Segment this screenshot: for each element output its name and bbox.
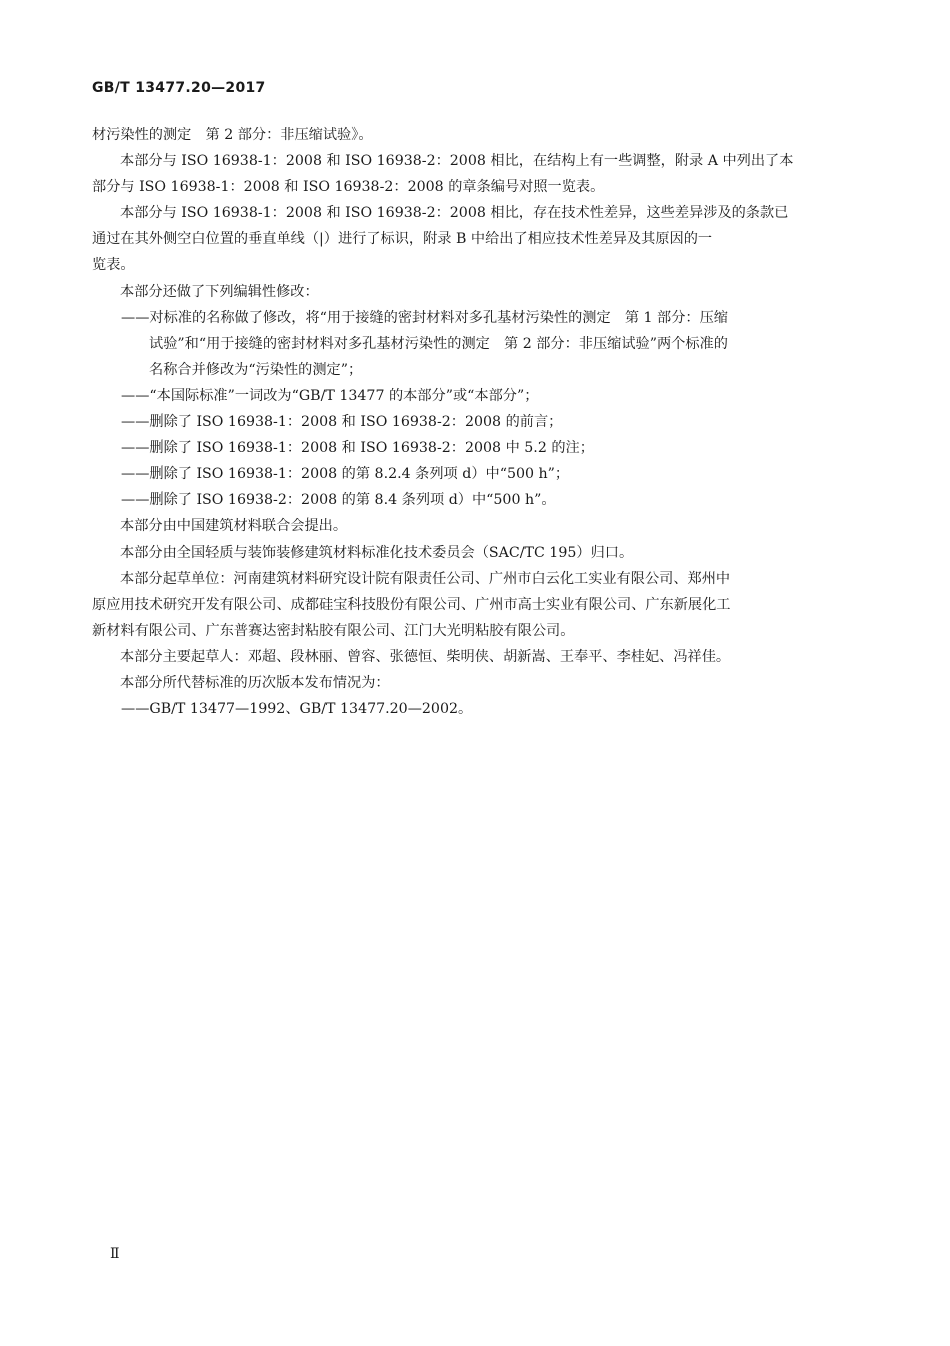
paragraph-line: 览表。 xyxy=(92,257,135,274)
paragraph-line: 本部分与 ISO 16938-1：2008 和 ISO 16938-2：2008 相比，存在技术性差异，这些差异涉及的条款已 xyxy=(120,205,789,222)
paragraph-line: 原应用技术研究开发有限公司、成都硅宝科技股份有限公司、广州市高士实业有限公司、广东新展化工 xyxy=(92,596,731,613)
list-item: ——对标准的名称做了修改，将“用于接缝的密封材料对多孔基材污染性的测定 第 1 部分：压缩 xyxy=(121,309,728,326)
paragraph-line: 本部分由中国建筑材料联合会提出。 xyxy=(120,518,348,535)
list-item: ——GB/T 13477—1992、GB/T 13477.20—2002。 xyxy=(121,701,473,718)
paragraph-line: 本部分与 ISO 16938-1：2008 和 ISO 16938-2：2008 相比，在结构上有一些调整，附录 A 中列出了本 xyxy=(120,153,794,170)
paragraph-line: 本部分由全国轻质与装饰装修建筑材料标准化技术委员会（SAC/TC 195）归口。 xyxy=(120,544,634,561)
paragraph-line: 本部分还做了下列编辑性修改： xyxy=(120,283,319,300)
page-number: Ⅱ xyxy=(110,1246,120,1262)
list-item: ——删除了 ISO 16938-1：2008 和 ISO 16938-2：2008 中 5.2 的注； xyxy=(121,440,594,457)
paragraph-line: 本部分主要起草人：邓超、段林丽、曾容、张德恒、柴明侠、胡新嵩、王奉平、李桂妃、冯祥佳。 xyxy=(120,648,731,665)
list-item: ——删除了 ISO 16938-2：2008 的第 8.4 条列项 d）中“500 h”。 xyxy=(121,492,556,509)
paragraph-line: 新材料有限公司、广东普赛达密封粘胶有限公司、江门大光明粘胶有限公司。 xyxy=(92,622,575,639)
paragraph-line: 部分与 ISO 16938-1：2008 和 ISO 16938-2：2008 的章条编号对照一览表。 xyxy=(92,179,605,196)
paragraph-line: 材污染性的测定 第 2 部分：非压缩试验》。 xyxy=(92,127,373,143)
standard-number-header: GB/T 13477.20—2017 xyxy=(92,80,266,96)
list-item-continuation: 试验”和“用于接缝的密封材料对多孔基材污染性的测定 第 2 部分：非压缩试验”两个标准的 xyxy=(149,335,728,352)
list-item: ——“本国际标准”一词改为“GB/T 13477 的本部分”或“本部分”； xyxy=(121,387,539,404)
list-item-continuation: 名称合并修改为“污染性的测定”； xyxy=(149,361,363,378)
paragraph-line: 本部分起草单位：河南建筑材料研究设计院有限责任公司、广州市白云化工实业有限公司、郑州中 xyxy=(120,570,731,587)
paragraph-line: 通过在其外侧空白位置的垂直单线（|）进行了标识，附录 B 中给出了相应技术性差异及其原因的一 xyxy=(92,231,713,248)
list-item: ——删除了 ISO 16938-1：2008 和 ISO 16938-2：2008 的前言； xyxy=(121,414,563,431)
list-item: ——删除了 ISO 16938-1：2008 的第 8.2.4 条列项 d）中“500 h”； xyxy=(121,466,570,483)
paragraph-line: 本部分所代替标准的历次版本发布情况为： xyxy=(120,674,390,691)
foreword-body xyxy=(92,122,858,722)
